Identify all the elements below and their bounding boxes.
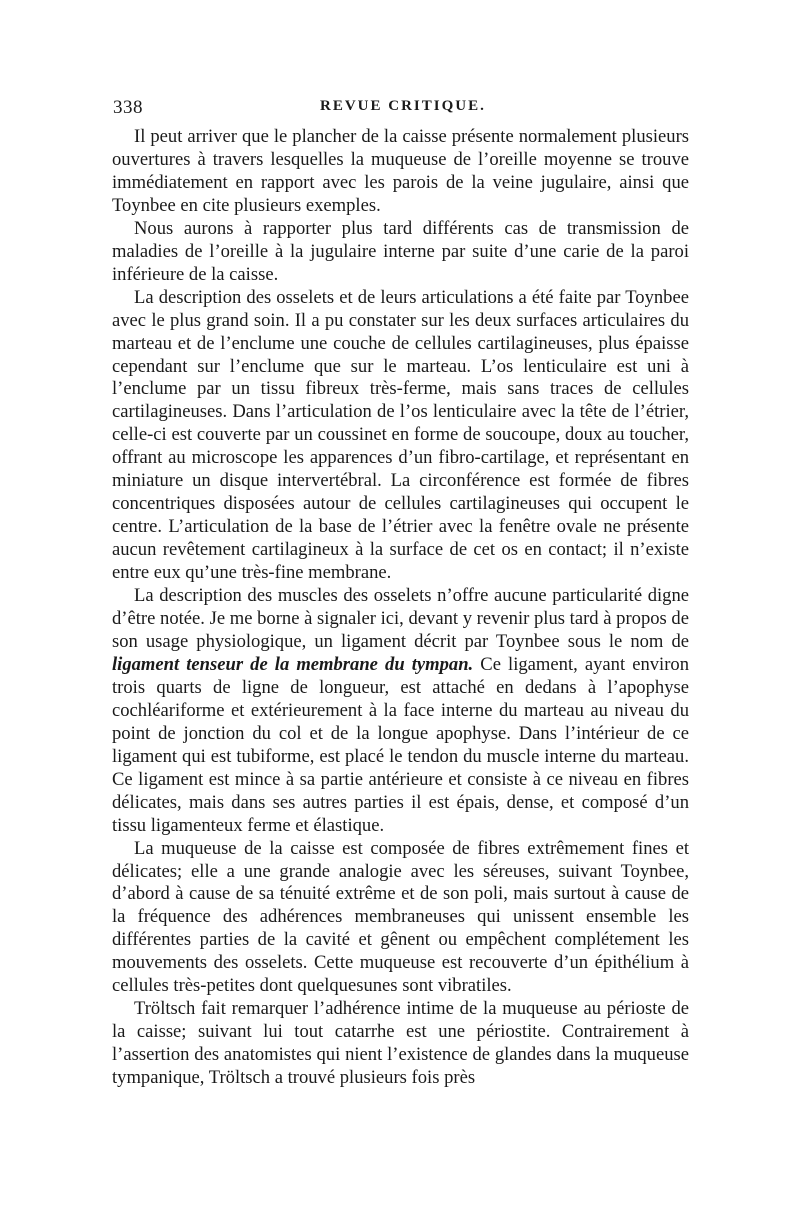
paragraph-transmission-maladies: Nous aurons à rapporter plus tard différents cas de transmission de maladies de l’oreille à la jugulaire interne par suite d’une carie de la paroi inférieure de la caisse. <box>112 217 689 285</box>
page-number: 338 <box>113 97 143 118</box>
paragraph-osselets-articulations: La description des osselets et de leurs articulations a été faite par Toynbee avec le plus grand soin. Il a pu constater sur les deux surfaces articulaires du marteau et de l’enclume une couche de cellules cartilagineuses, plus épaisse cependant sur l’enclume que sur le marteau. L’os lenticulaire est uni à l’enclume par un tissu fibreux très-ferme, mais sans traces de cellules cartilagineuses. Dans l’articulation de l’os lenticulaire avec la tête de l’étrier, celle-ci est couverte par un coussinet en forme de soucoupe, doux au toucher, offrant au microscope les apparences d’un fibro-cartilage, et représentant en miniature un disque intervertébral. La circonférence est formée de fibres concentriques disposées autour de cellules cartilagineuses qui occupent le centre. L’articulation de la base de l’étrier avec la fenêtre ovale ne présente aucun revêtement cartilagineux à la surface de cet os en contact; il n’existe entre eux qu’une très-fine membrane. <box>112 286 689 584</box>
body-text <box>112 126 689 1090</box>
paragraph-muscles-text-after: Ce ligament, ayant environ trois quarts de ligne de longueur, est attaché en dedans à l’apophyse cochléariforme et extérieurement à la face interne du marteau au niveau du point de jonction du col et de la longue apophyse. Dans l’intérieur de ce ligament qui est tubiforme, est placé le tendon du muscle interne du marteau. Ce ligament est mince à sa partie antérieure et consiste à ce niveau en fibres délicates, mais dans ses autres parties il est épais, dense, et composé d’un tissu ligamenteux ferme et élastique. <box>112 653 689 836</box>
ligament-name-italic: ligament tenseur de la membrane du tympan. <box>112 653 474 675</box>
paragraph-caisse-plancher: Il peut arriver que le plancher de la caisse présente normalement plusieurs ouvertures à travers lesquelles la muqueuse de l’oreille moyenne se trouve immédiatement en rapport avec les parois de la veine jugulaire, ainsi que Toynbee en cite plusieurs exemples. <box>112 126 689 216</box>
page-header <box>113 97 688 121</box>
paragraph-muscles-osselets <box>112 585 689 837</box>
running-title: REVUE CRITIQUE. <box>320 98 486 114</box>
paragraph-muqueuse-caisse: La muqueuse de la caisse est composée de fibres extrêmement fines et délicates; elle a une grande analogie avec les séreuses, suivant Toynbee, d’abord à cause de sa ténuité extrême et de son poli, mais surtout à cause de la fréquence des adhérences membraneuses qui unissent ensemble les différentes parties de la cavité et gênent ou empêchent complétement les mouvements des osselets. Cette muqueuse est recouverte d’un épithélium à cellules très-petites dont quelquesunes sont vibratiles. <box>112 837 689 997</box>
paragraph-muscles-text-before: La description des muscles des osselets n’offre aucune particularité digne d’être notée. Je me borne à signaler ici, devant y revenir plus tard à propos de son usage physiologique, un ligament décrit par Toynbee sous le nom de <box>112 585 689 652</box>
paragraph-troltsch: Tröltsch fait remarquer l’adhérence intime de la muqueuse au périoste de la caisse; suivant lui tout catarrhe est une périostite. Contrairement à l’assertion des anatomistes qui nient l’existence de glandes dans la muqueuse tympanique, Tröltsch a trouvé plusieurs fois près <box>112 998 689 1089</box>
